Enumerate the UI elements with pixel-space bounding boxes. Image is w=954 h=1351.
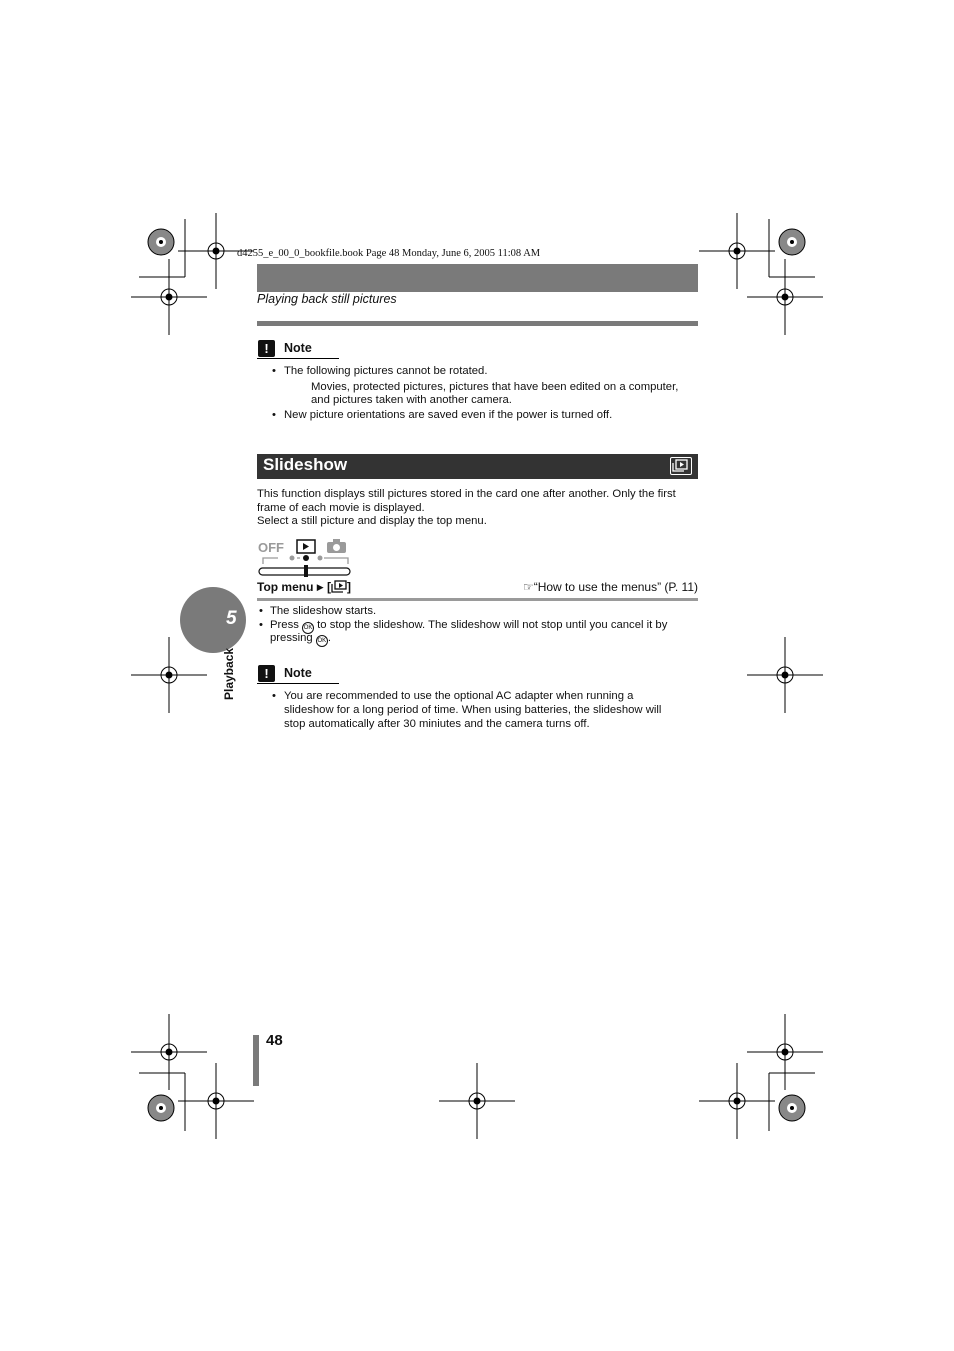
file-header: d4255_e_00_0_bookfile.book Page 48 Monday, June 6, 2005 11:08 AM <box>237 248 541 259</box>
menu-path <box>257 580 351 594</box>
step-1: The slideshow starts. <box>270 605 377 617</box>
note-bullet-1-detail-line1: Movies, protected pictures, pictures that have been edited on a computer, <box>311 381 679 393</box>
section-title-bar <box>257 454 698 479</box>
bullet-dot: • <box>259 619 263 631</box>
chapter-label: Playback <box>222 647 236 700</box>
exclamation-icon: ! <box>258 340 275 357</box>
note-label: Note <box>284 666 312 680</box>
bullet-dot: • <box>272 409 276 421</box>
step-2-pressing: pressing <box>270 632 313 644</box>
note-bullet-1-detail-line2: and pictures taken with another camera. <box>311 394 512 406</box>
step-2-line2 <box>270 631 331 647</box>
note2-line-2: slideshow for a long period of time. When using batteries, the slideshow will <box>284 704 662 716</box>
note-bullet-2: New picture orientations are saved even if the power is turned off. <box>284 409 613 421</box>
page-number: 48 <box>266 1032 283 1049</box>
intro-line-2: frame of each movie is displayed. <box>257 502 425 514</box>
step-2-press: Press <box>270 619 299 631</box>
note-label: Note <box>284 341 312 355</box>
bullet-dot: • <box>259 605 263 617</box>
header-bar <box>257 264 698 292</box>
ok-button-icon: OK <box>302 622 314 634</box>
menu-path-row <box>257 580 698 596</box>
note-bullet-1: The following pictures cannot be rotated. <box>284 365 488 377</box>
note2-line-3: stop automatically after 30 miniutes and the camera turns off. <box>284 718 590 730</box>
section-title: Slideshow <box>263 455 348 474</box>
step-2-rest: to stop the slideshow. The slideshow will not stop until you cancel it by <box>317 619 668 631</box>
note-heading <box>257 340 339 359</box>
note-heading <box>257 665 339 684</box>
pointing-hand-icon: ☞ <box>522 580 534 594</box>
ok-button-icon: OK <box>316 635 328 647</box>
chapter-number: 5 <box>226 608 237 629</box>
slideshow-icon <box>670 457 692 475</box>
reference-text: “How to use the menus” (P. 11) <box>533 580 698 594</box>
bullet-dot: • <box>272 690 276 702</box>
intro-line-1: This function displays still pictures stored in the card one after another. Only the first <box>257 488 676 500</box>
intro-line-3: Select a still picture and display the top menu. <box>257 515 487 527</box>
page-number-bar <box>253 1035 259 1086</box>
step-2-end: . <box>327 632 331 644</box>
menu-reference <box>523 580 698 594</box>
bullet-dot: • <box>272 365 276 377</box>
menu-path-rule <box>257 598 698 601</box>
mode-dial-graphic <box>256 536 356 578</box>
menu-path-top-menu: Top menu <box>257 580 314 594</box>
running-head: Playing back still pictures <box>257 292 397 306</box>
header-rule <box>257 321 698 326</box>
exclamation-icon: ! <box>258 665 275 682</box>
arrow-right-icon: ▶ <box>316 582 324 592</box>
mode-off-label: OFF <box>258 540 284 555</box>
note2-line-1: You are recommended to use the optional AC adapter when running a <box>284 690 634 702</box>
slideshow-menu-icon: [ ] <box>327 580 352 594</box>
